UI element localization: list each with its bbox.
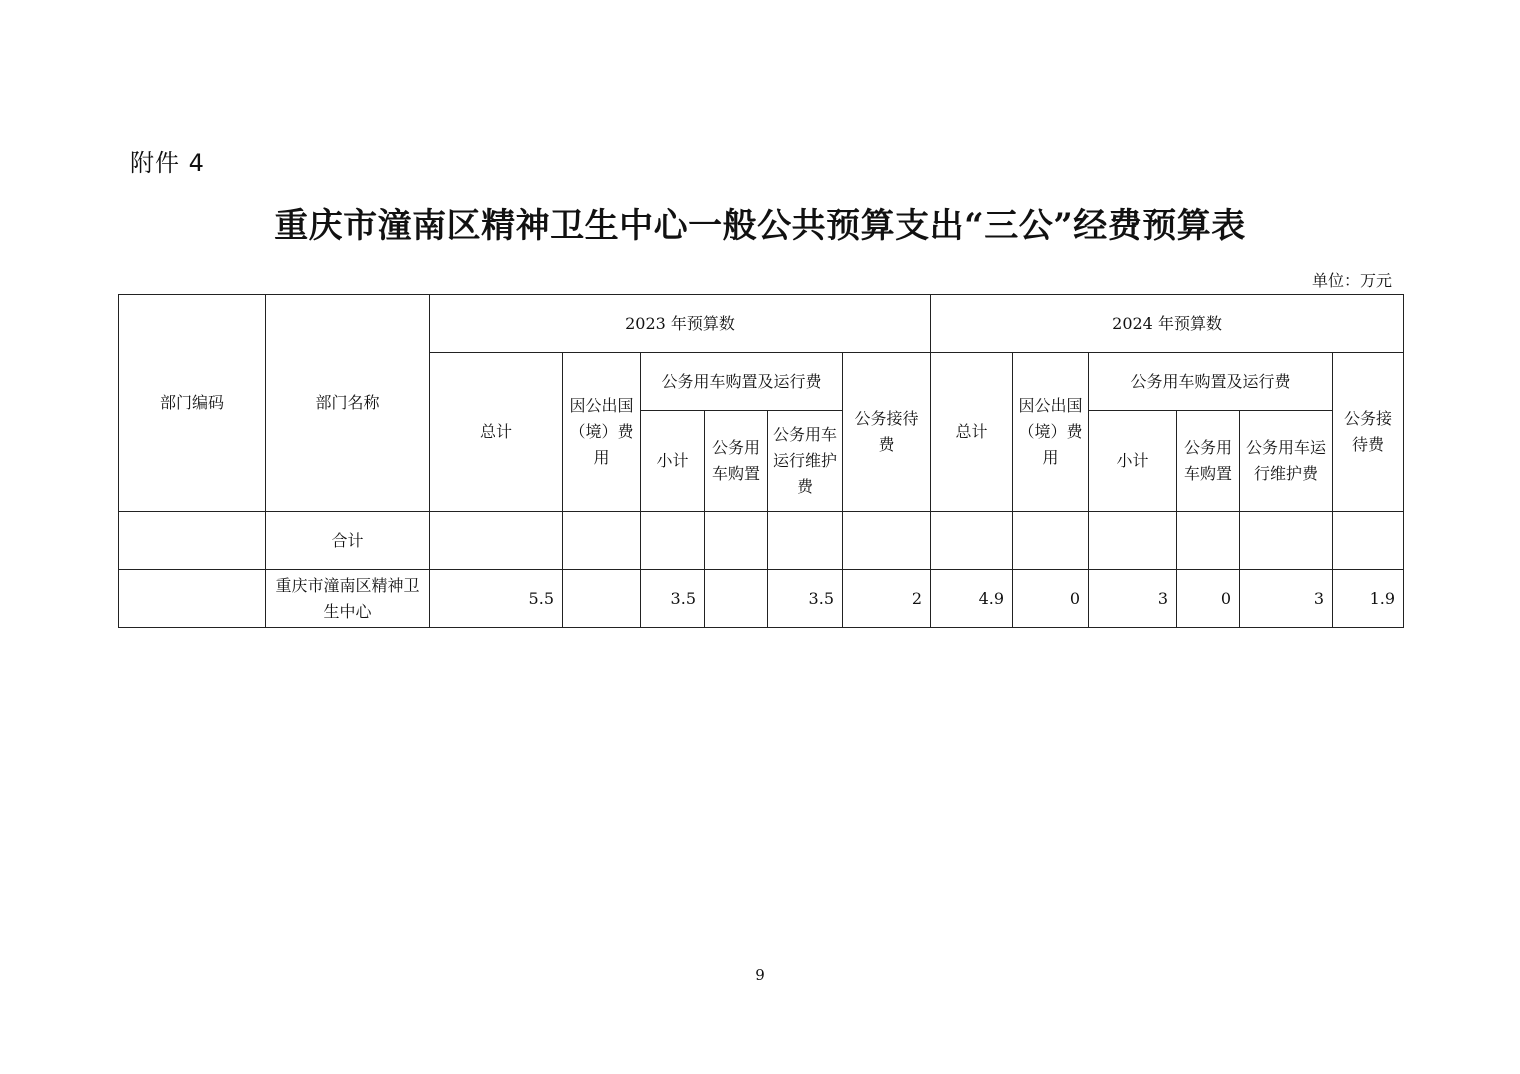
header-purchase-2023: 公务用车购置 — [705, 411, 768, 512]
header-total-2024: 总计 — [931, 353, 1013, 512]
cell-dept-code — [119, 570, 266, 628]
cell-purchase-2024 — [1177, 512, 1240, 570]
cell-dept-name: 重庆市潼南区精神卫生中心 — [266, 570, 430, 628]
cell-subtotal-2023: 3.5 — [641, 570, 705, 628]
header-dept-code: 部门编码 — [119, 295, 266, 512]
cell-subtotal-2023 — [641, 512, 705, 570]
cell-subtotal-2024: 3 — [1089, 570, 1177, 628]
header-year-2023: 2023 年预算数 — [430, 295, 931, 353]
header-year-2024: 2024 年预算数 — [931, 295, 1404, 353]
budget-table — [118, 294, 1404, 628]
header-maint-2023: 公务用车运行维护费 — [768, 411, 843, 512]
cell-reception-2023: 2 — [843, 570, 931, 628]
cell-total-2023: 5.5 — [430, 570, 563, 628]
header-row-years — [119, 295, 1404, 353]
cell-subtotal-2024 — [1089, 512, 1177, 570]
cell-purchase-2023 — [705, 570, 768, 628]
table-row — [119, 570, 1404, 628]
cell-abroad-2024 — [1013, 512, 1089, 570]
cell-maint-2023 — [768, 512, 843, 570]
header-reception-2023: 公务接待费 — [843, 353, 931, 512]
header-abroad-2023: 因公出国（境）费用 — [563, 353, 641, 512]
cell-maint-2023: 3.5 — [768, 570, 843, 628]
cell-maint-2024 — [1240, 512, 1333, 570]
cell-total-2024: 4.9 — [931, 570, 1013, 628]
cell-abroad-2023 — [563, 570, 641, 628]
header-maint-2024: 公务用车运行维护费 — [1240, 411, 1333, 512]
page-title: 重庆市潼南区精神卫生中心一般公共预算支出“三公”经费预算表 — [274, 206, 1246, 246]
table-row — [119, 512, 1404, 570]
page-number: 9 — [755, 966, 765, 984]
attachment-label: 附件 4 — [130, 149, 205, 177]
unit-label: 单位：万元 — [1311, 271, 1392, 290]
cell-total-2023 — [430, 512, 563, 570]
header-purchase-2024: 公务用车购置 — [1177, 411, 1240, 512]
header-subtotal-2023: 小计 — [641, 411, 705, 512]
header-dept-name: 部门名称 — [266, 295, 430, 512]
cell-reception-2024: 1.9 — [1333, 570, 1404, 628]
header-subtotal-2024: 小计 — [1089, 411, 1177, 512]
cell-dept-code — [119, 512, 266, 570]
header-vehicle-group-2023: 公务用车购置及运行费 — [641, 353, 843, 411]
cell-total-2024 — [931, 512, 1013, 570]
cell-abroad-2023 — [563, 512, 641, 570]
cell-abroad-2024: 0 — [1013, 570, 1089, 628]
header-reception-2024: 公务接待费 — [1333, 353, 1404, 512]
cell-maint-2024: 3 — [1240, 570, 1333, 628]
header-abroad-2024: 因公出国（境）费用 — [1013, 353, 1089, 512]
cell-reception-2023 — [843, 512, 931, 570]
cell-reception-2024 — [1333, 512, 1404, 570]
cell-purchase-2023 — [705, 512, 768, 570]
header-total-2023: 总计 — [430, 353, 563, 512]
cell-purchase-2024: 0 — [1177, 570, 1240, 628]
cell-dept-name: 合计 — [266, 512, 430, 570]
header-vehicle-group-2024: 公务用车购置及运行费 — [1089, 353, 1333, 411]
